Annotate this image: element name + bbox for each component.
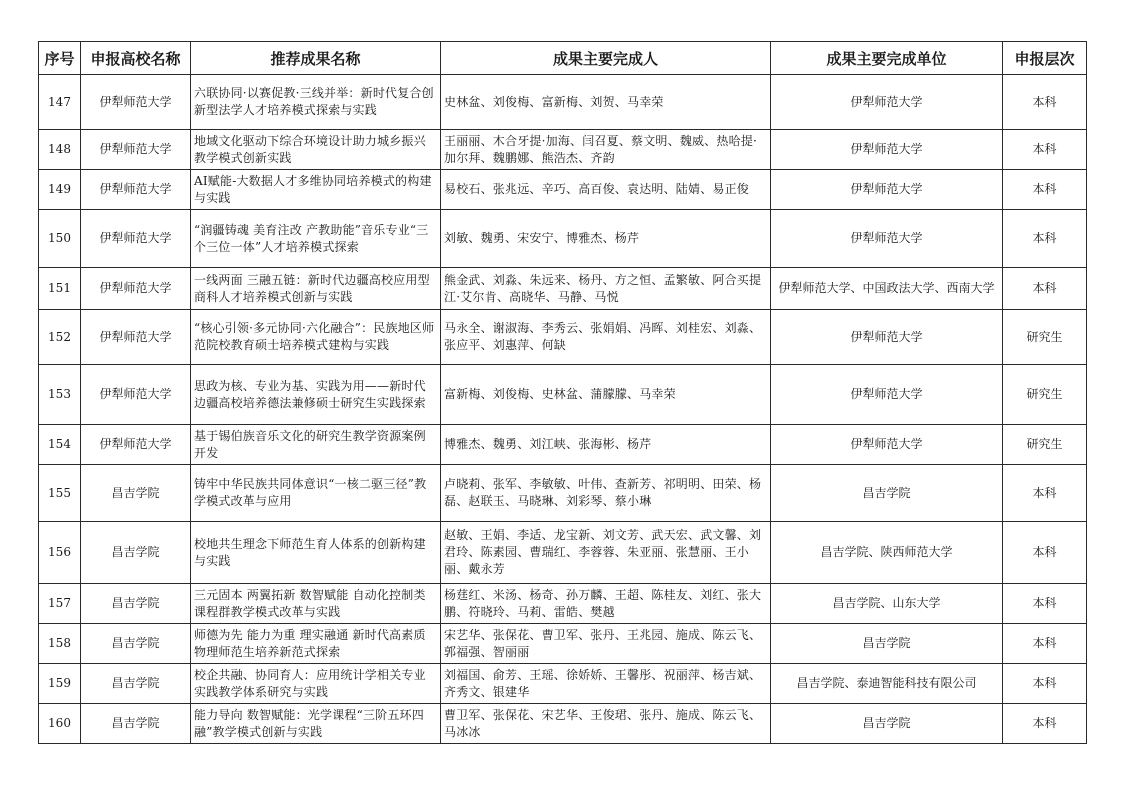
cell-serial-number: 149 bbox=[39, 170, 81, 210]
table-row bbox=[39, 704, 1087, 744]
cell-serial-number: 148 bbox=[39, 130, 81, 170]
cell-serial-number: 159 bbox=[39, 664, 81, 704]
table-row bbox=[39, 425, 1087, 465]
cell-main-contributors: 博雅杰、魏勇、刘江峡、张海彬、杨芹 bbox=[441, 425, 771, 465]
cell-school-name: 伊犁师范大学 bbox=[81, 170, 191, 210]
cell-main-contributors: 刘敏、魏勇、宋安宁、博雅杰、杨芹 bbox=[441, 210, 771, 268]
cell-application-level: 本科 bbox=[1003, 664, 1087, 704]
cell-school-name: 昌吉学院 bbox=[81, 624, 191, 664]
cell-main-contributors: 曹卫军、张保花、宋艺华、王俊珺、张丹、施成、陈云飞、马冰冰 bbox=[441, 704, 771, 744]
cell-achievement-title: 地域文化驱动下综合环境设计助力城乡振兴教学模式创新实践 bbox=[191, 130, 441, 170]
cell-main-units: 伊犁师范大学 bbox=[771, 210, 1003, 268]
cell-school-name: 伊犁师范大学 bbox=[81, 310, 191, 365]
cell-school-name: 伊犁师范大学 bbox=[81, 425, 191, 465]
cell-main-units: 昌吉学院 bbox=[771, 704, 1003, 744]
cell-achievement-title: 一线两面 三融五链：新时代边疆高校应用型商科人才培养模式创新与实践 bbox=[191, 268, 441, 310]
cell-achievement-title: 思政为核、专业为基、实践为用——新时代边疆高校培养德法兼修硕士研究生实践探索 bbox=[191, 365, 441, 425]
header-application-level: 申报层次 bbox=[1003, 42, 1087, 75]
table-row bbox=[39, 210, 1087, 268]
cell-achievement-title: 六联协同·以赛促教·三线并举：新时代复合创新型法学人才培养模式探索与实践 bbox=[191, 75, 441, 130]
cell-application-level: 本科 bbox=[1003, 522, 1087, 584]
cell-main-contributors: 赵敏、王娟、李适、龙宝新、刘文芳、武天宏、武文馨、刘君玲、陈素园、曹瑞红、李蓉蓉、朱亚丽、张慧丽、王小丽、戴永芳 bbox=[441, 522, 771, 584]
cell-serial-number: 152 bbox=[39, 310, 81, 365]
cell-serial-number: 157 bbox=[39, 584, 81, 624]
cell-school-name: 伊犁师范大学 bbox=[81, 210, 191, 268]
cell-main-units: 昌吉学院 bbox=[771, 624, 1003, 664]
cell-main-units: 伊犁师范大学 bbox=[771, 170, 1003, 210]
header-serial-number: 序号 bbox=[39, 42, 81, 75]
cell-achievement-title: “润疆铸魂 美育注改 产教助能”音乐专业“三个三位一体”人才培养模式探索 bbox=[191, 210, 441, 268]
cell-main-units: 伊犁师范大学、中国政法大学、西南大学 bbox=[771, 268, 1003, 310]
cell-school-name: 昌吉学院 bbox=[81, 522, 191, 584]
cell-main-units: 昌吉学院 bbox=[771, 465, 1003, 522]
table-row bbox=[39, 365, 1087, 425]
cell-main-units: 伊犁师范大学 bbox=[771, 130, 1003, 170]
table-row bbox=[39, 465, 1087, 522]
cell-application-level: 本科 bbox=[1003, 584, 1087, 624]
cell-serial-number: 150 bbox=[39, 210, 81, 268]
cell-main-contributors: 杨莛红、米汤、杨奇、孙万麟、王超、陈桂友、刘红、张大鹏、符晓玲、马莉、雷皓、樊越 bbox=[441, 584, 771, 624]
table-header-row bbox=[39, 42, 1087, 75]
cell-application-level: 研究生 bbox=[1003, 310, 1087, 365]
cell-main-contributors: 宋艺华、张保花、曹卫军、张丹、王兆园、施成、陈云飞、郭福强、智丽丽 bbox=[441, 624, 771, 664]
cell-main-units: 伊犁师范大学 bbox=[771, 425, 1003, 465]
cell-achievement-title: 基于锡伯族音乐文化的研究生教学资源案例开发 bbox=[191, 425, 441, 465]
table-row bbox=[39, 522, 1087, 584]
cell-application-level: 研究生 bbox=[1003, 425, 1087, 465]
header-achievement-title: 推荐成果名称 bbox=[191, 42, 441, 75]
header-main-contributors: 成果主要完成人 bbox=[441, 42, 771, 75]
cell-achievement-title: 师德为先 能力为重 理实融通 新时代高素质物理师范生培养新范式探索 bbox=[191, 624, 441, 664]
cell-school-name: 昌吉学院 bbox=[81, 584, 191, 624]
table-row bbox=[39, 75, 1087, 130]
achievement-table bbox=[38, 41, 1087, 744]
cell-serial-number: 158 bbox=[39, 624, 81, 664]
cell-achievement-title: 能力导向 数智赋能：光学课程“三阶五环四融”教学模式创新与实践 bbox=[191, 704, 441, 744]
cell-application-level: 本科 bbox=[1003, 268, 1087, 310]
cell-school-name: 昌吉学院 bbox=[81, 664, 191, 704]
cell-application-level: 本科 bbox=[1003, 465, 1087, 522]
cell-main-contributors: 熊金武、刘淼、朱远来、杨丹、方之恒、孟繁敏、阿合买提江·艾尔肯、高晓华、马静、马悦 bbox=[441, 268, 771, 310]
cell-main-contributors: 卢晓莉、张军、李敏敏、叶伟、查新芳、祁明明、田荣、杨磊、赵联玉、马晓琳、刘彩琴、蔡小琳 bbox=[441, 465, 771, 522]
cell-application-level: 本科 bbox=[1003, 130, 1087, 170]
cell-application-level: 本科 bbox=[1003, 170, 1087, 210]
cell-main-contributors: 王丽丽、木合牙提·加海、闫召夏、蔡文明、魏威、热哈提·加尔拜、魏鹏娜、熊浩杰、齐韵 bbox=[441, 130, 771, 170]
table-row bbox=[39, 130, 1087, 170]
cell-main-units: 伊犁师范大学 bbox=[771, 75, 1003, 130]
cell-achievement-title: 校企共融、协同育人：应用统计学相关专业实践教学体系研究与实践 bbox=[191, 664, 441, 704]
cell-achievement-title: 铸牢中华民族共同体意识“一核二驱三径”教学模式改革与应用 bbox=[191, 465, 441, 522]
cell-main-contributors: 刘福国、俞芳、王瑶、徐娇娇、王馨彤、祝丽萍、杨吉斌、齐秀文、银建华 bbox=[441, 664, 771, 704]
cell-application-level: 本科 bbox=[1003, 210, 1087, 268]
cell-application-level: 本科 bbox=[1003, 624, 1087, 664]
cell-application-level: 本科 bbox=[1003, 75, 1087, 130]
cell-achievement-title: AI赋能-大数据人才多维协同培养模式的构建与实践 bbox=[191, 170, 441, 210]
cell-achievement-title: 三元固本 两翼拓新 数智赋能 自动化控制类课程群教学模式改革与实践 bbox=[191, 584, 441, 624]
cell-serial-number: 155 bbox=[39, 465, 81, 522]
cell-serial-number: 156 bbox=[39, 522, 81, 584]
cell-main-units: 伊犁师范大学 bbox=[771, 365, 1003, 425]
cell-school-name: 昌吉学院 bbox=[81, 704, 191, 744]
table-row bbox=[39, 310, 1087, 365]
cell-school-name: 伊犁师范大学 bbox=[81, 130, 191, 170]
header-main-units: 成果主要完成单位 bbox=[771, 42, 1003, 75]
cell-achievement-title: 校地共生理念下师范生育人体系的创新构建与实践 bbox=[191, 522, 441, 584]
cell-serial-number: 151 bbox=[39, 268, 81, 310]
cell-main-units: 昌吉学院、泰迪智能科技有限公司 bbox=[771, 664, 1003, 704]
cell-serial-number: 153 bbox=[39, 365, 81, 425]
cell-main-contributors: 史林盆、刘俊梅、富新梅、刘贺、马幸荣 bbox=[441, 75, 771, 130]
cell-main-contributors: 易校石、张兆远、辛巧、高百俊、袁达明、陆婧、易正俊 bbox=[441, 170, 771, 210]
cell-school-name: 伊犁师范大学 bbox=[81, 268, 191, 310]
table-row bbox=[39, 624, 1087, 664]
cell-achievement-title: “核心引领·多元协同·六化融合”：民族地区师范院校教育硕士培养模式建构与实践 bbox=[191, 310, 441, 365]
cell-application-level: 研究生 bbox=[1003, 365, 1087, 425]
cell-main-contributors: 富新梅、刘俊梅、史林盆、蒲朦朦、马幸荣 bbox=[441, 365, 771, 425]
cell-application-level: 本科 bbox=[1003, 704, 1087, 744]
cell-serial-number: 147 bbox=[39, 75, 81, 130]
cell-serial-number: 160 bbox=[39, 704, 81, 744]
cell-main-units: 昌吉学院、山东大学 bbox=[771, 584, 1003, 624]
cell-serial-number: 154 bbox=[39, 425, 81, 465]
table-row bbox=[39, 584, 1087, 624]
table-row bbox=[39, 268, 1087, 310]
cell-school-name: 伊犁师范大学 bbox=[81, 365, 191, 425]
cell-main-units: 伊犁师范大学 bbox=[771, 310, 1003, 365]
header-school-name: 申报高校名称 bbox=[81, 42, 191, 75]
cell-school-name: 昌吉学院 bbox=[81, 465, 191, 522]
table-row bbox=[39, 664, 1087, 704]
table-row bbox=[39, 170, 1087, 210]
cell-main-contributors: 马永全、谢淑海、李秀云、张娟娟、冯晖、刘桂宏、刘淼、张应平、刘惠萍、何缺 bbox=[441, 310, 771, 365]
cell-main-units: 昌吉学院、陕西师范大学 bbox=[771, 522, 1003, 584]
cell-school-name: 伊犁师范大学 bbox=[81, 75, 191, 130]
